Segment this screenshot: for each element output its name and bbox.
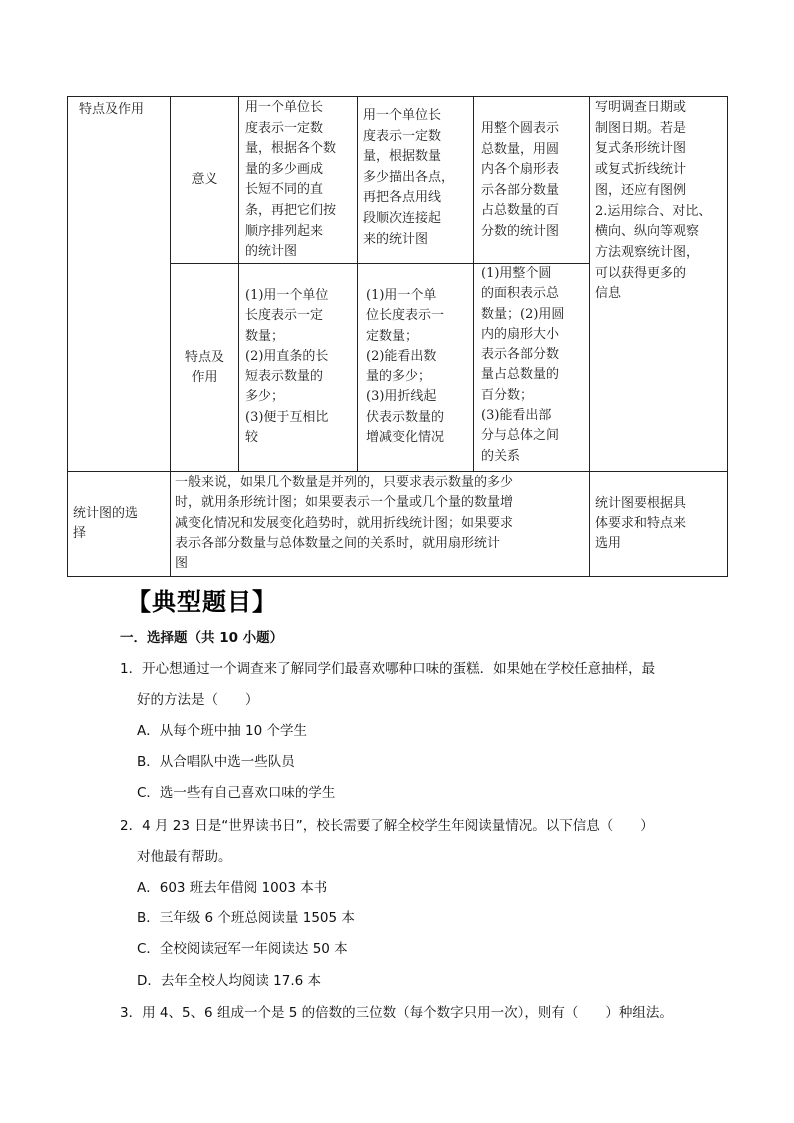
question-1-line-2: 好的方法是（ ） xyxy=(137,692,259,708)
table-border-top xyxy=(67,96,728,97)
table-col-line-5 xyxy=(589,96,590,577)
table-border-right xyxy=(727,96,728,577)
table-divider-row xyxy=(67,471,728,472)
table-col-line-4 xyxy=(473,96,474,472)
bar-chart-features: (1)用一个单位 长度表示一定 数量； (2)用直条的长 短表示数量的 多少； (3)便于互相比 较 xyxy=(245,288,329,446)
table-border-bottom xyxy=(67,576,728,577)
question-1-option-c: C．选一些有自己喜欢口味的学生 xyxy=(137,785,336,801)
sub-label-features: 特点及 作用 xyxy=(184,350,224,385)
general-note: 写明调查日期或 制图日期。若是 复式条形统计图 或复式折线统计 图，还应有图例 2.运用综合、对比、 横向、纵向等观察 方法观察统计图， 可以获得更多的 信息 xyxy=(595,100,712,302)
part-heading: 一．选择题（共 10 小题） xyxy=(120,630,284,646)
question-3-line-1: 3．用 4、5、6 组成一个是 5 的倍数的三位数（每个数字只用一次），则有（ ）种组法。 xyxy=(120,1005,673,1021)
table-border-left xyxy=(67,96,68,577)
pie-chart-features: (1)用整个圆 的面积表示总 数量；(2)用圆 内的扇形大小 表示各部分数 量占总数量的 百分数； (3)能看出部 分与总体之间 的关系 xyxy=(481,266,565,464)
table-col-line-2 xyxy=(238,96,239,472)
question-2-option-a: A．603 班去年借阅 1003 本书 xyxy=(137,880,328,896)
summary-table xyxy=(67,96,728,577)
bar-chart-meaning: 用一个单位长 度表示一定数 量，根据各个数 量的多少画成 长短不同的直 条，再把它们按 顺序排列起来 的统计图 xyxy=(245,100,337,260)
table-col-line-3 xyxy=(357,96,358,472)
section-title: 【典型题目】 xyxy=(127,588,277,616)
question-2-option-c: C．全校阅读冠军一年阅读达 50 本 xyxy=(137,941,348,957)
question-1-option-a: A．从每个班中抽 10 个学生 xyxy=(137,723,307,739)
question-2-option-b: B．三年级 6 个班总阅读量 1505 本 xyxy=(137,910,355,926)
line-chart-features: (1)用一个单 位长度表示一 定数量； (2)能看出数 量的多少； (3)用折线起 伏表示数量的 增减变化情况 xyxy=(366,288,445,446)
question-2-line-1: 2．4 月 23 日是“世界读书日”，校长需要了解全校学生年阅读量情况。以下信息（ ） xyxy=(120,818,654,834)
question-1-line-1: 1．开心想通过一个调查来了解同学们最喜欢哪种口味的蛋糕．如果她在学校任意抽样，最 xyxy=(120,661,656,677)
pie-chart-meaning: 用整个圆表示 总数量，用圆 内各个扇形表 示各部分数量 占总数量的百 分数的统计图 xyxy=(481,121,560,239)
line-chart-meaning: 用一个单位长 度表示一定数 量，根据数量 多少描出各点， 再把各点用线 段顺次连接起 来的统计图 xyxy=(363,108,455,247)
chart-choice-text: 一般来说，如果几个数量是并列的，只要求表示数量的多少 时，就用条形统计图；如果要表示一个量或几个量的数量增 减变化情况和发展变化趋势时，就用折线统计图；如果要求 表示各部分数量与总体数量之间的关系时，就用扇形统计 图 xyxy=(175,475,514,572)
sub-label-meaning: 意义 xyxy=(191,172,218,187)
row-label-features: 特点及作用 xyxy=(79,102,145,117)
chart-choice-note: 统计图要根据具 体要求和特点来 选用 xyxy=(595,496,687,551)
question-2-line-2: 对他最有帮助。 xyxy=(137,849,232,865)
row-label-choice: 统计图的选 择 xyxy=(73,506,139,541)
question-1-option-b: B．从合唱队中选一些队员 xyxy=(137,754,295,770)
question-2-option-d: D．去年全校人均阅读 17.6 本 xyxy=(137,973,322,989)
table-col-line-1 xyxy=(170,96,171,577)
